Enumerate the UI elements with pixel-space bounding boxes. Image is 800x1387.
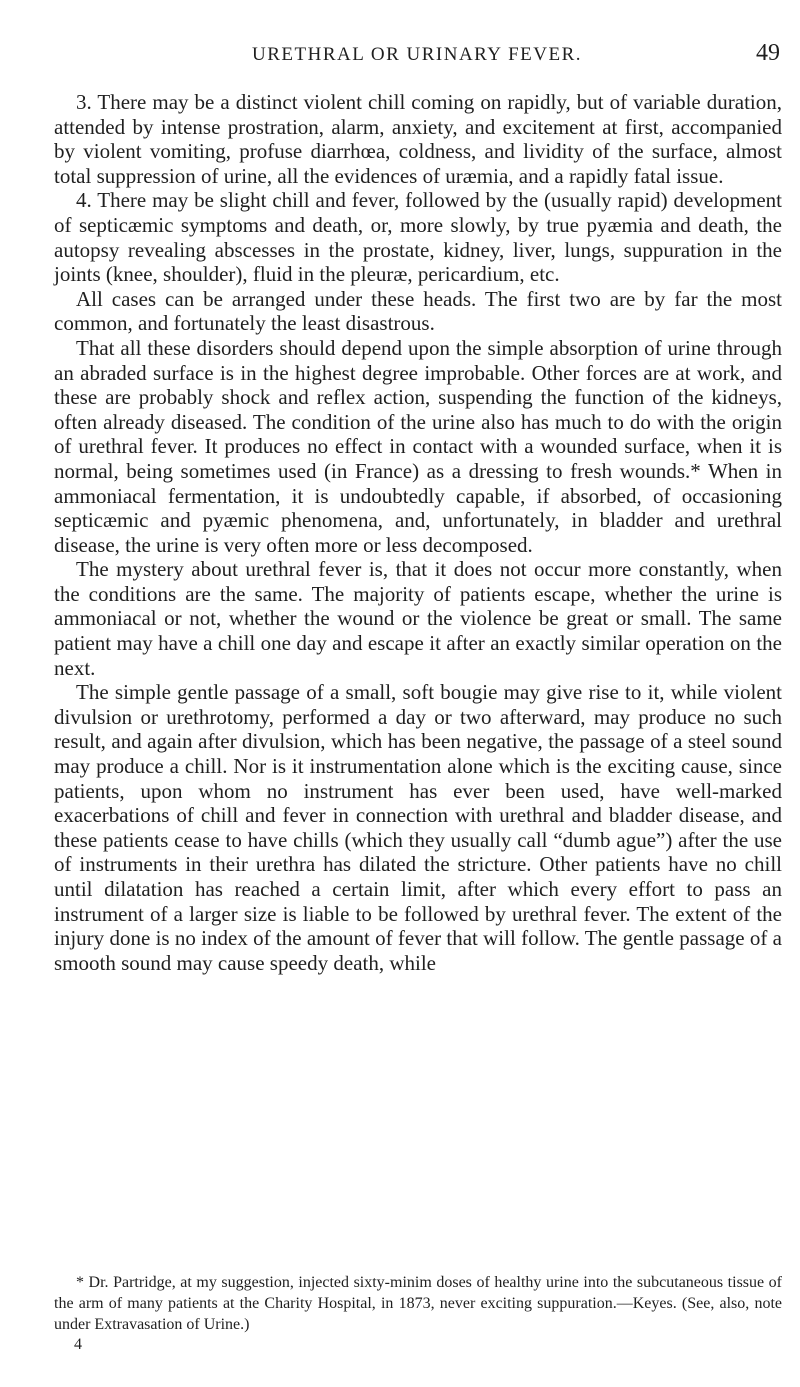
paragraph-case-3: 3. There may be a distinct violent chill coming on rapidly, but of variable duration, attended by intense prostration, alarm, anxiety, and excitement at first, accompanied by violent vomiting, profuse diarrhœa, coldness, and lividity of the surface, almost total suppression of urine, all the evidences of uræmia, and a rapidly fatal issue. [54, 90, 782, 188]
footnote-text: * Dr. Partridge, at my suggestion, injected sixty-minim doses of healthy urine into the subcutaneous tissue of the arm of many patients at the Charity Hospital, in 1873, never exciting suppuration.—Keyes. (See, also, note under Extravasation of Urine.) [54, 1274, 782, 1333]
footnote [54, 1272, 782, 1335]
page-number: 49 [756, 40, 780, 66]
paragraph-causes: That all these disorders should depend upon the simple absorption of urine through an abraded surface is in the highest degree improbable. Other forces are at work, and these are probably shock and reflex action, suspending the function of the kidneys, often already diseased. The condition of the urine also has much to do with the origin of urethral fever. It produces no effect in contact with a wounded surface, when it is normal, being sometimes used (in France) as a dressing to fresh wounds.* When in ammoniacal fermentation, it is undoubtedly capable, if absorbed, of occasioning septicæmic and pyæmic phenomena, and, unfortunately, in bladder and urethral disease, the urine is very often more or less decomposed. [54, 335, 782, 557]
page-header [54, 40, 780, 70]
paragraph-instrumentation: The simple gentle passage of a small, soft bougie may give rise to it, while violent divulsion or urethrotomy, performed a day or two afterward, may produce no such result, and again after divulsion, which has been negative, the passage of a steel sound may produce a chill. Nor is it instrumentation alone which is the exciting cause, since patients, upon whom no instrument has ever been used, have well-marked exacerbations of chill and fever in connection with urethral and bladder disease, and these patients cease to have chills (which they usually call “dumb ague”) after the use of instruments in their urethra has dilated the stricture. Other patients have no chill until dilatation has reached a certain limit, after which every effort to pass an instrument of a larger size is liable to be followed by urethral fever. The extent of the injury done is no index of the amount of fever that will follow. The gentle passage of a smooth sound may cause speedy death, while [54, 680, 782, 975]
body-text [54, 90, 782, 975]
signature-mark: 4 [74, 1336, 82, 1353]
paragraph-mystery: The mystery about urethral fever is, that it does not occur more constantly, when the conditions are the same. The majority of patients escape, whether the urine is ammoniacal or not, whether the wound or the violence be great or small. The same patient may have a chill one day and escape it after an exactly similar operation on the next. [54, 557, 782, 680]
paragraph-classification: All cases can be arranged under these heads. The first two are by far the most common, and fortunately the least disastrous. [54, 286, 782, 336]
running-head: URETHRAL OR URINARY FEVER. [252, 44, 582, 65]
paragraph-case-4: 4. There may be slight chill and fever, followed by the (usually rapid) development of septicæmic symptoms and death, or, more slowly, by true pyæmia and death, the autopsy revealing abscesses in the prostate, kidney, liver, lungs, suppuration in the joints (knee, shoulder), fluid in the pleuræ, pericardium, etc. [54, 188, 782, 287]
